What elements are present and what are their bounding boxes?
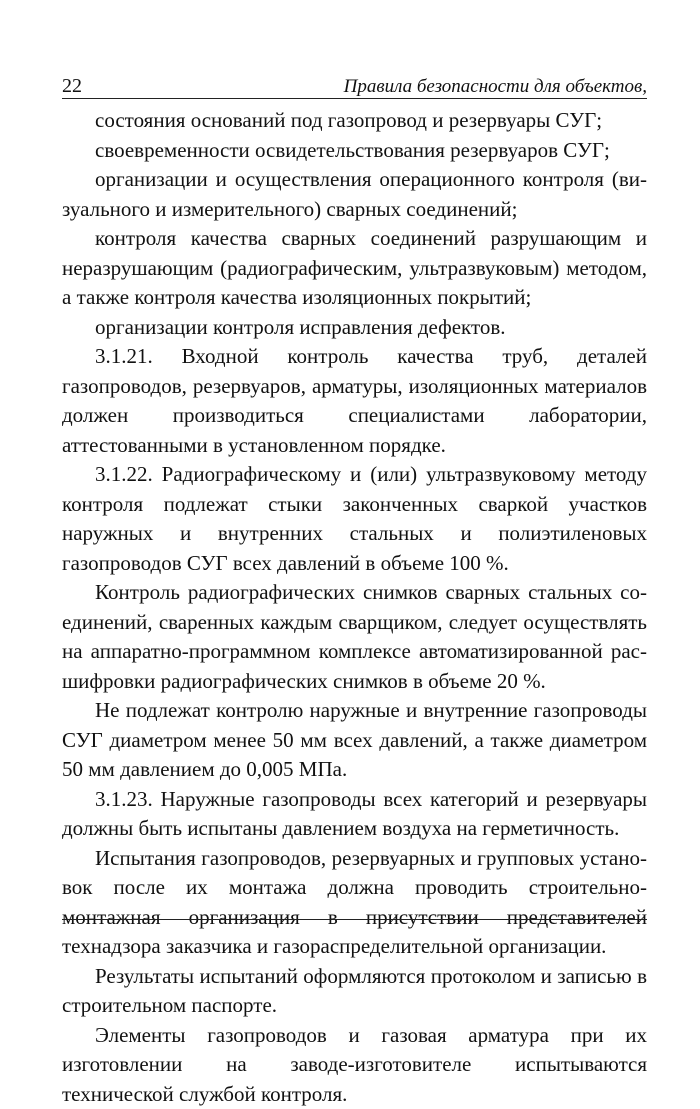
page-number: 22 <box>62 76 82 96</box>
paragraph: Результаты испытаний оформляются протоколом и записью в строительном паспорте. <box>62 962 647 1021</box>
paragraph: своевременности освидетельствования резервуаров СУГ; <box>62 136 647 166</box>
running-title: Правила безопасности для объектов, <box>344 77 647 97</box>
paragraph: 3.1.22. Радиографическому и (или) ультразвуковому методу контроля подлежат стыки законченных сваркой участков наружных и внутренних стальных и полиэтиленовых газопроводов СУГ всех давлений в объеме 100 %. <box>62 460 647 578</box>
paragraph: Контроль радиографических снимков сварных стальных соединений, сваренных каждым сварщиком, следует осуществлять на аппаратно-программном комплексе автоматизированной расшифровки радиографических снимков в объеме 20 %. <box>62 578 647 696</box>
paragraph: Не подлежат контролю наружные и внутренние газопроводы СУГ диаметром менее 50 мм всех давлений, а также диаметром 50 мм давлением до 0,005 МПа. <box>62 696 647 785</box>
bottom-divider <box>62 919 647 920</box>
paragraph: организации и осуществления операционного контроля (визуального и измерительного) сварных соединений; <box>62 165 647 224</box>
paragraph: 3.1.23. Наружные газопроводы всех категорий и резервуары должны быть испытаны давлением воздуха на герметичность. <box>62 785 647 844</box>
body-text <box>62 106 647 1109</box>
paragraph: Элементы газопроводов и газовая арматура при их изготовлении на заводе-изготовителе испытываются технической службой контроля. <box>62 1021 647 1109</box>
paragraph: состояния оснований под газопровод и резервуары СУГ; <box>62 106 647 136</box>
paragraph: контроля качества сварных соединений разрушающим и неразрушающим (радиографическим, ультразвуковым) методом, а также контроля качества изоляционных покрытий; <box>62 224 647 313</box>
paragraph: организации контроля исправления дефектов. <box>62 313 647 343</box>
paragraph: 3.1.21. Входной контроль качества труб, деталей газопроводов, резервуаров, арматуры, изоляционных материалов должен производиться специалистами лаборатории, аттестованными в установленном порядке. <box>62 342 647 460</box>
paragraph: Испытания газопроводов, резервуарных и групповых установок после их монтажа должна проводить строительно-монтажная организация в присутствии представителей технадзора заказчика и газораспределительной организации. <box>62 844 647 962</box>
page-header <box>62 70 647 99</box>
